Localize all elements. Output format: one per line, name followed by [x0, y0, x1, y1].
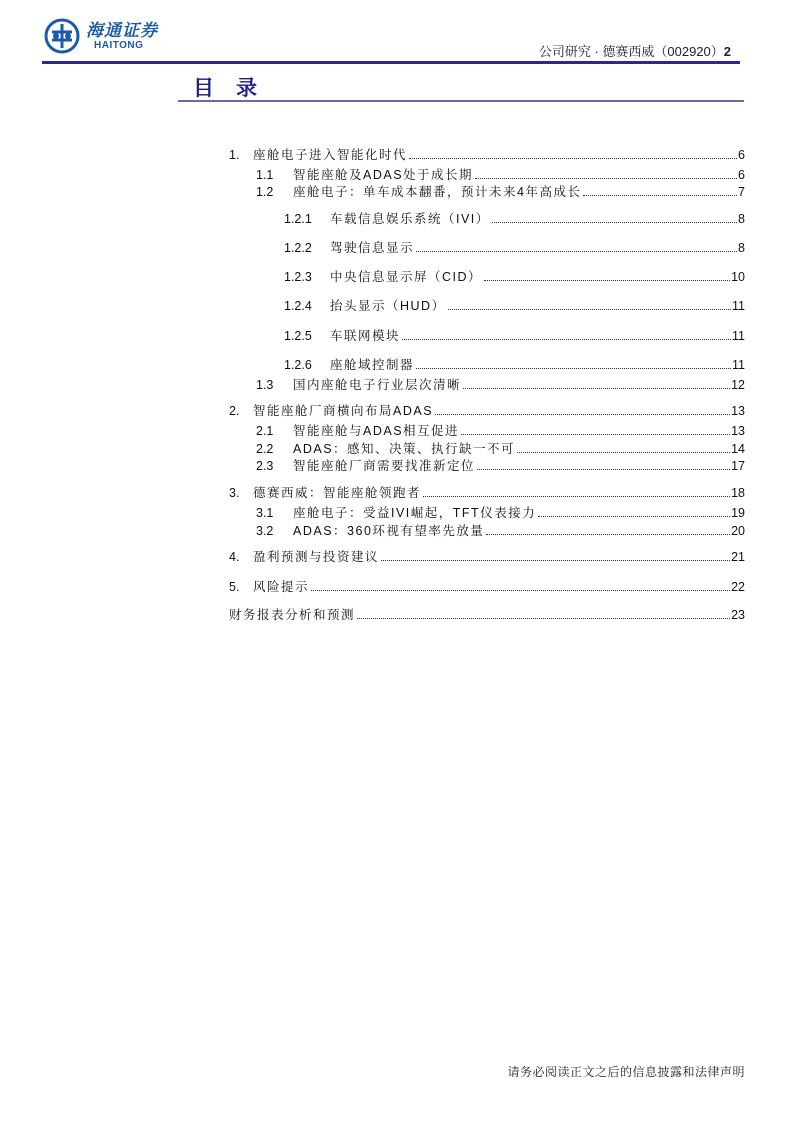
toc-entry-title[interactable]: 智能座舱厂商横向布局ADAS: [253, 404, 434, 418]
page-number: 2: [723, 44, 731, 59]
haitong-logo: [44, 18, 158, 54]
toc-entry-title[interactable]: 国内座舱电子行业层次清晰: [293, 378, 462, 392]
toc-entry-page[interactable]: 20: [731, 524, 745, 538]
page-title: 目录: [193, 76, 279, 100]
toc-leader-dots: [357, 618, 730, 619]
toc-entry-number: 3.1: [256, 506, 274, 520]
toc-entry-number: 1.2.1: [284, 212, 312, 226]
toc-entry[interactable]: [229, 579, 745, 595]
toc-entry-page[interactable]: 6: [738, 148, 745, 162]
toc-leader-dots: [423, 496, 730, 497]
header-divider: [42, 61, 740, 64]
toc-entry[interactable]: [229, 184, 745, 200]
toc-entry[interactable]: [229, 377, 745, 393]
toc-entry[interactable]: [229, 485, 745, 501]
toc-entry-title[interactable]: 座舱电子：受益IVI崛起，TFT仪表接力: [293, 506, 537, 520]
toc-entry-number: 3.2: [256, 524, 274, 538]
toc-entry-page[interactable]: 13: [731, 404, 745, 418]
toc-entry-page[interactable]: 23: [731, 608, 745, 622]
toc-entry-title[interactable]: 抬头显示（HUD）: [330, 299, 446, 313]
toc-leader-dots: [409, 158, 737, 159]
toc-leader-dots: [484, 280, 730, 281]
toc-entry-title[interactable]: 智能座舱及ADAS处于成长期: [293, 168, 474, 182]
toc-entry-number: 1.2.2: [284, 241, 312, 255]
toc-entry[interactable]: [229, 240, 745, 256]
toc-entry[interactable]: [229, 505, 745, 521]
toc-entry-number: 2.: [229, 404, 240, 418]
toc-leader-dots: [463, 388, 730, 389]
toc-entry-number: 1.2.3: [284, 270, 312, 284]
toc-entry-number: 2.2: [256, 442, 274, 456]
toc-leader-dots: [538, 516, 730, 517]
toc-entry-title[interactable]: ADAS：360环视有望率先放量: [293, 524, 485, 538]
toc-entry-page[interactable]: 11: [732, 299, 745, 313]
toc-entry-title[interactable]: 财务报表分析和预测: [229, 608, 356, 622]
toc-entry-title[interactable]: 德赛西威：智能座舱领跑者: [253, 486, 422, 500]
toc-leader-dots: [477, 469, 730, 470]
toc-entry-number: 2.1: [256, 424, 274, 438]
toc-entry-number: 1.3: [256, 378, 274, 392]
toc-entry[interactable]: [229, 269, 745, 285]
disclaimer-footer: 请务必阅读正文之后的信息披露和法律声明: [507, 1065, 745, 1079]
toc-entry-page[interactable]: 12: [731, 378, 745, 392]
toc-entry-page[interactable]: 17: [731, 459, 745, 473]
toc-entry-number: 1.1: [256, 168, 274, 182]
toc-entry-title[interactable]: 中央信息显示屏（CID）: [330, 270, 483, 284]
toc-entry-title[interactable]: 车载信息娱乐系统（IVI）: [330, 212, 490, 226]
toc-entry-title[interactable]: 车联网模块: [330, 329, 401, 343]
report-header: [539, 41, 731, 60]
toc-leader-dots: [475, 178, 737, 179]
toc-entry-page[interactable]: 22: [731, 580, 745, 594]
toc-entry-title[interactable]: ADAS：感知、决策、执行缺一不可: [293, 442, 516, 456]
toc-leader-dots: [381, 560, 730, 561]
toc-entry[interactable]: [229, 607, 745, 623]
toc-entry[interactable]: [229, 357, 745, 373]
toc-entry-page[interactable]: 14: [731, 442, 745, 456]
toc-entry-number: 1.2.4: [284, 299, 312, 313]
toc-entry-page[interactable]: 8: [738, 241, 745, 255]
toc-entry-page[interactable]: 11: [732, 329, 745, 343]
toc-entry-number: 1.2.6: [284, 358, 312, 372]
toc-entry-number: 5.: [229, 580, 240, 594]
toc-entry-title[interactable]: 座舱电子：单车成本翻番，预计未来4年高成长: [293, 185, 582, 199]
toc-leader-dots: [435, 414, 730, 415]
toc-leader-dots: [583, 195, 737, 196]
toc-leader-dots: [448, 309, 731, 310]
toc-entry-page[interactable]: 10: [731, 270, 745, 284]
toc-entry-page[interactable]: 6: [738, 168, 745, 182]
toc-entry[interactable]: [229, 441, 745, 457]
toc-entry[interactable]: [229, 523, 745, 539]
toc-entry[interactable]: [229, 458, 745, 474]
toc-entry-number: 1.: [229, 148, 240, 162]
toc-entry-title[interactable]: 盈利预测与投资建议: [253, 550, 380, 564]
toc-entry-number: 2.3: [256, 459, 274, 473]
toc-entry[interactable]: [229, 403, 745, 419]
toc-entry[interactable]: [229, 549, 745, 565]
toc-entry-page[interactable]: 7: [738, 185, 745, 199]
toc-leader-dots: [416, 368, 731, 369]
toc-entry[interactable]: [229, 211, 745, 227]
toc-entry-title[interactable]: 座舱电子进入智能化时代: [253, 148, 408, 162]
toc-entry-title[interactable]: 驾驶信息显示: [330, 241, 415, 255]
toc-entry-number: 1.2.5: [284, 329, 312, 343]
toc-entry[interactable]: [229, 147, 745, 163]
toc-entry-title[interactable]: 风险提示: [253, 580, 310, 594]
logo-english-name: HAITONG: [94, 39, 144, 51]
toc-entry-title[interactable]: 座舱域控制器: [330, 358, 415, 372]
toc-entry-page[interactable]: 18: [731, 486, 745, 500]
toc-entry[interactable]: [229, 328, 745, 344]
toc-entry-number: 1.2: [256, 185, 274, 199]
toc-entry-page[interactable]: 19: [731, 506, 745, 520]
toc-entry-page[interactable]: 11: [732, 358, 745, 372]
toc-leader-dots: [311, 590, 730, 591]
toc-entry[interactable]: [229, 423, 745, 439]
logo-chinese-name: 海通证券: [86, 20, 158, 41]
toc-entry-title[interactable]: 智能座舱与ADAS相互促进: [293, 424, 460, 438]
toc-entry-number: 3.: [229, 486, 240, 500]
toc-entry[interactable]: [229, 298, 745, 314]
toc-leader-dots: [492, 222, 737, 223]
toc-entry-page[interactable]: 13: [731, 424, 745, 438]
toc-leader-dots: [486, 534, 730, 535]
toc-entry-page[interactable]: 21: [731, 550, 745, 564]
haitong-emblem-icon: [44, 18, 80, 54]
title-divider: [178, 100, 744, 102]
toc-leader-dots: [461, 434, 730, 435]
toc-leader-dots: [402, 339, 731, 340]
toc-leader-dots: [416, 251, 737, 252]
toc-entry-title[interactable]: 智能座舱厂商需要找准新定位: [293, 459, 476, 473]
report-info: 公司研究 · 德赛西威（002920）: [538, 44, 724, 59]
toc-entry-number: 4.: [229, 550, 240, 564]
toc-leader-dots: [517, 452, 730, 453]
toc-entry-page[interactable]: 8: [738, 212, 745, 226]
toc-entry[interactable]: [229, 167, 745, 183]
